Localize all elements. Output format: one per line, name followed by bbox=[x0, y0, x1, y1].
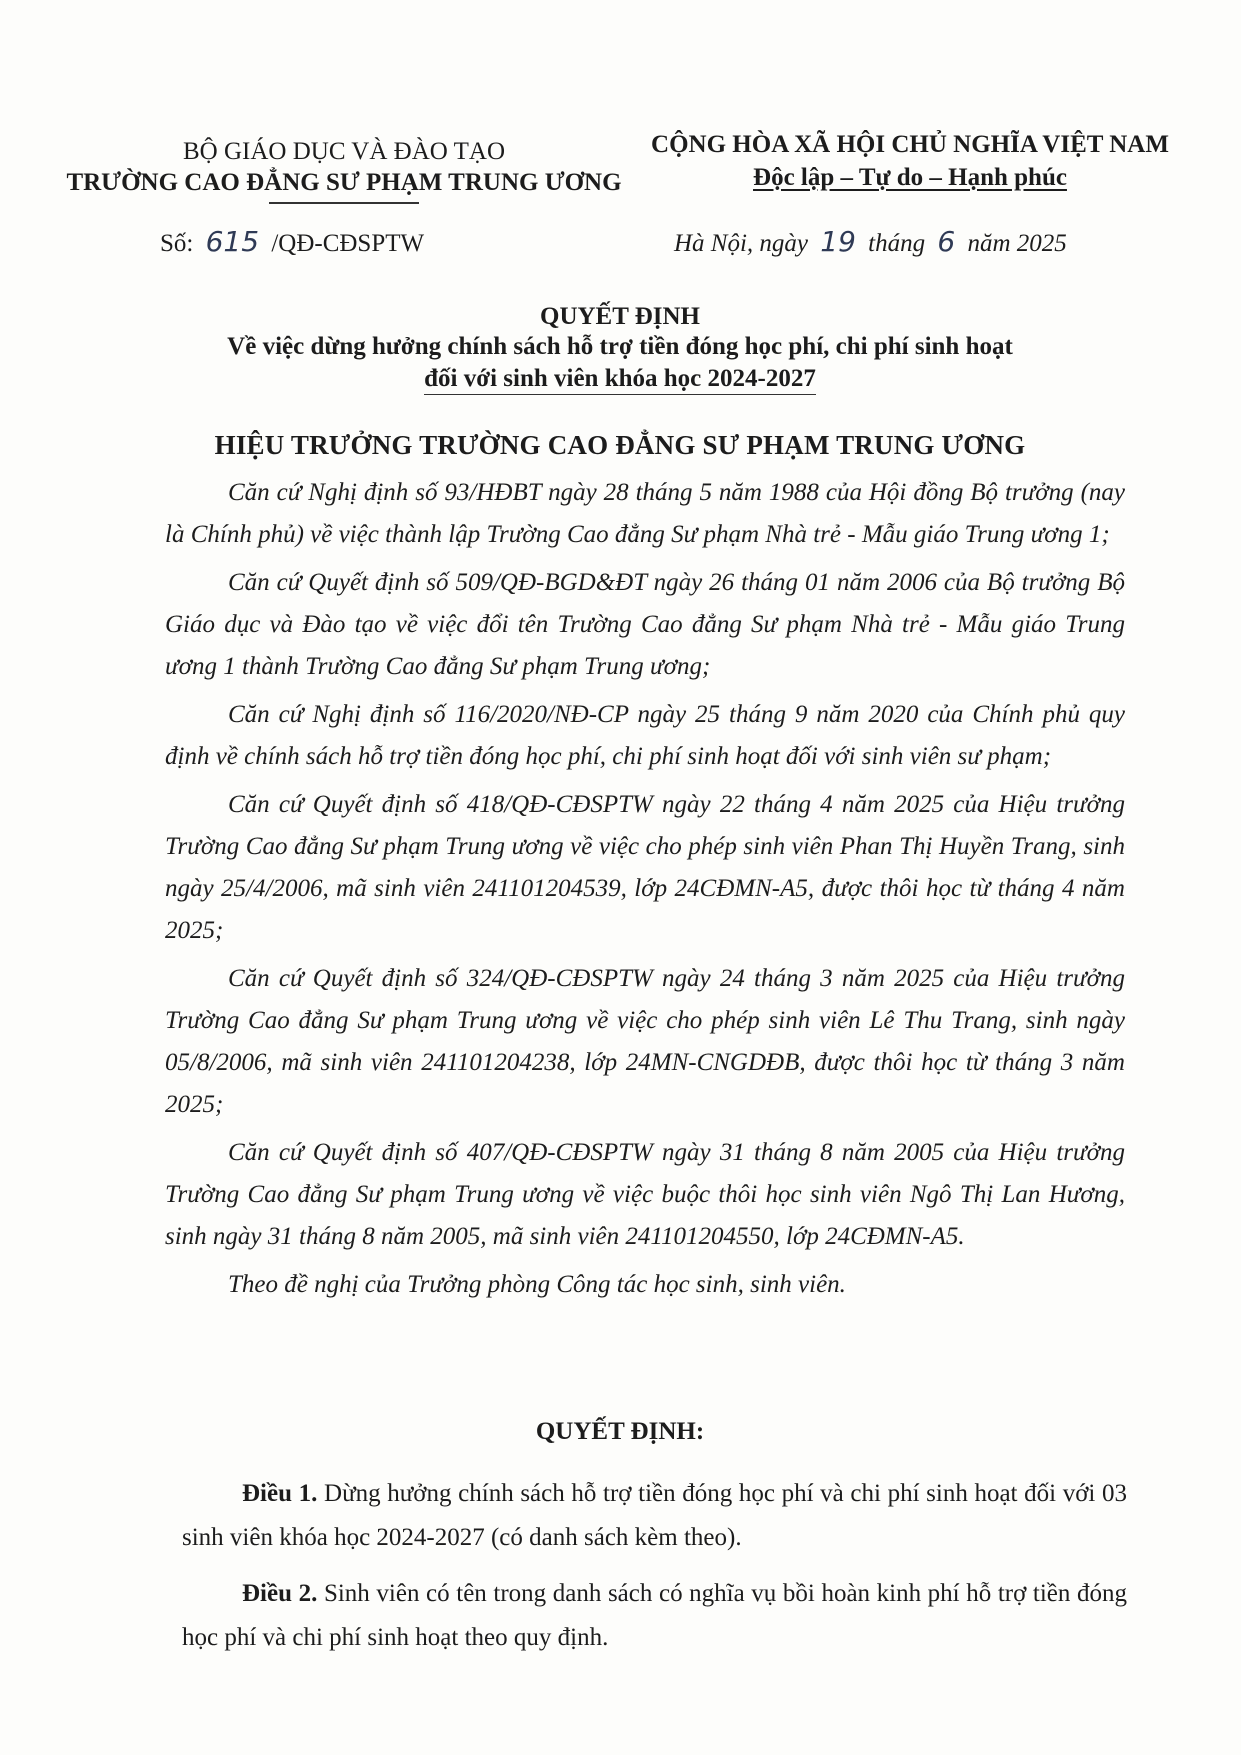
preamble-paragraph: Căn cứ Nghị định số 93/HĐBT ngày 28 tháng 5 năm 1988 của Hội đồng Bộ trưởng (nay là Chính phủ) về việc thành lập Trường Cao đẳng Sư phạm Nhà trẻ - Mẫu giáo Trung ương 1; bbox=[165, 479, 1125, 548]
issuing-authority-title: HIỆU TRƯỞNG TRƯỜNG CAO ĐẲNG SƯ PHẠM TRUNG ƯƠNG bbox=[214, 430, 1026, 460]
document-subject-line-2 bbox=[70, 365, 1170, 393]
school-name: TRƯỜNG CAO ĐẲNG SƯ PHẠM TRUNG ƯƠNG bbox=[66, 169, 622, 196]
date-day: 19 bbox=[820, 225, 856, 258]
preamble-paragraph: Căn cứ Quyết định số 407/QĐ-CĐSPTW ngày 31 tháng 8 năm 2005 của Hiệu trưởng Trường Cao đẳng Sư phạm Trung ương về việc buộc thôi học sinh viên Ngô Thị Lan Hương, sinh ngày 31 tháng 8 năm 2005, mã sinh viên 241101204550, lớp 24CĐMN-A5. bbox=[165, 1139, 1125, 1250]
article-label: Điều 1. bbox=[242, 1480, 318, 1507]
document-number bbox=[160, 225, 424, 258]
document-subject-line-1: Về việc dừng hưởng chính sách hỗ trợ tiền đóng học phí, chi phí sinh hoạt bbox=[227, 333, 1013, 360]
date-month: 6 bbox=[937, 225, 956, 258]
number-value: 615 bbox=[205, 225, 260, 258]
decision-heading: QUYẾT ĐỊNH: bbox=[535, 1418, 705, 1445]
preamble-paragraph: Theo đề nghị của Trưởng phòng Công tác học sinh, sinh viên. bbox=[228, 1271, 846, 1298]
article-text: Dừng hưởng chính sách hỗ trợ tiền đóng học phí và chi phí sinh hoạt đối với 03 sinh viên khóa học 2024-2027 (có danh sách kèm theo). bbox=[182, 1480, 1128, 1551]
document-type: QUYẾT ĐỊNH bbox=[540, 303, 700, 330]
issuing-authority bbox=[64, 136, 624, 204]
country-name: CỘNG HÒA XÃ HỘI CHỦ NGHĨA VIỆT NAM bbox=[651, 131, 1169, 158]
preamble-paragraph: Căn cứ Nghị định số 116/2020/NĐ-CP ngày 25 tháng 9 năm 2020 của Chính phủ quy định về chính sách hỗ trợ tiền đóng học phí, chi phí sinh hoạt đối với sinh viên sư phạm; bbox=[165, 701, 1125, 770]
articles bbox=[182, 1472, 1127, 1660]
article bbox=[182, 1472, 1127, 1560]
subject-line-2-text: đối với sinh viên khóa học 2024-2027 bbox=[424, 365, 816, 395]
preamble-paragraph: Căn cứ Quyết định số 418/QĐ-CĐSPTW ngày 22 tháng 4 năm 2025 của Hiệu trưởng Trường Cao đẳng Sư phạm Trung ương về việc cho phép sinh viên Phan Thị Huyền Trang, sinh ngày 25/4/2006, mã sinh viên 241101204539, lớp 24CĐMN-A5, được thôi học từ tháng 4 năm 2025; bbox=[165, 791, 1125, 944]
ministry-name: BỘ GIÁO DỤC VÀ ĐÀO TẠO bbox=[183, 138, 505, 165]
article-text: Sinh viên có tên trong danh sách có nghĩa vụ bồi hoàn kinh phí hỗ trợ tiền đóng học phí và chi phí sinh hoạt theo quy định. bbox=[182, 1580, 1128, 1651]
date-month-label: tháng bbox=[868, 230, 926, 257]
date-year: năm 2025 bbox=[967, 230, 1067, 257]
preamble-paragraph: Căn cứ Quyết định số 509/QĐ-BGD&ĐT ngày 26 tháng 01 năm 2006 của Bộ trưởng Bộ Giáo dục và Đào tạo về việc đổi tên Trường Cao đẳng Sư phạm Nhà trẻ - Mẫu giáo Trung ương 1 thành Trường Cao đẳng Sư phạm Trung ương; bbox=[165, 569, 1125, 680]
document-date bbox=[674, 225, 1067, 258]
school-underline bbox=[269, 202, 419, 204]
article-label: Điều 2. bbox=[242, 1580, 318, 1607]
date-place: Hà Nội, ngày bbox=[674, 230, 809, 257]
article bbox=[182, 1572, 1127, 1660]
preamble-paragraph: Căn cứ Quyết định số 324/QĐ-CĐSPTW ngày 24 tháng 3 năm 2025 của Hiệu trưởng Trường Cao đẳng Sư phạm Trung ương về việc cho phép sinh viên Lê Thu Trang, sinh ngày 05/8/2006, mã sinh viên 241101204238, lớp 24MN-CNGDĐB, được thôi học từ tháng 3 năm 2025; bbox=[165, 965, 1125, 1118]
number-prefix: Số: bbox=[160, 230, 194, 257]
number-suffix: /QĐ-CĐSPTW bbox=[271, 230, 425, 257]
national-heading bbox=[640, 128, 1180, 194]
national-motto: Độc lập – Tự do – Hạnh phúc bbox=[753, 164, 1067, 191]
preamble bbox=[165, 472, 1125, 1306]
